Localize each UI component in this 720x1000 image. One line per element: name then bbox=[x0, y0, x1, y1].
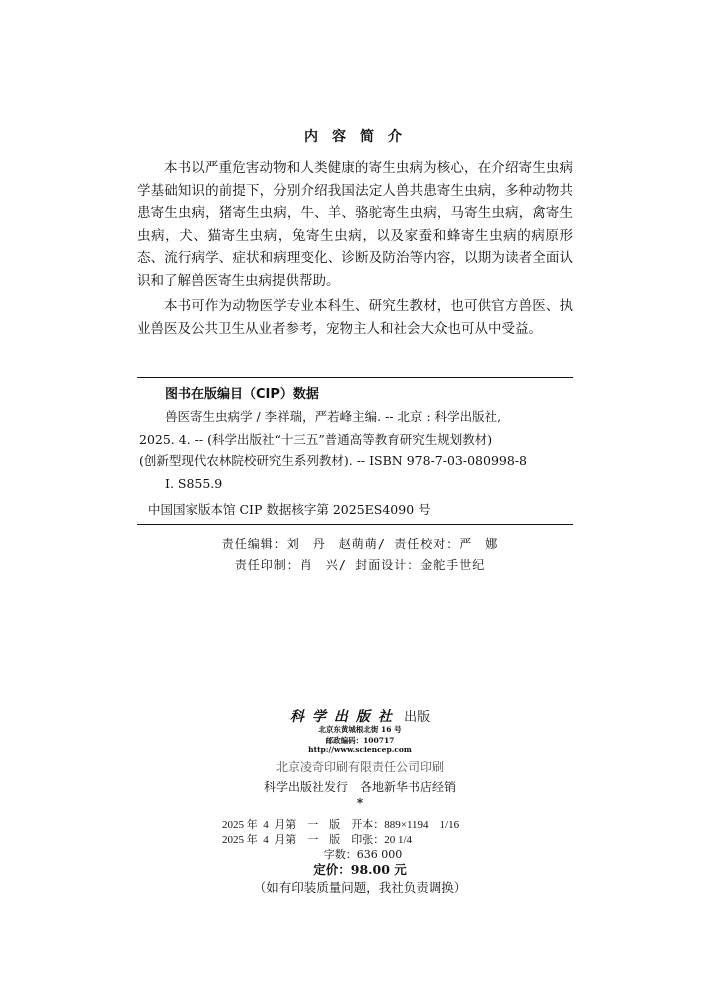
publisher-postcode: 邮政编码：100717 bbox=[325, 736, 395, 745]
cip-line-3: (创新型现代农林院校研究生系列教材). -- ISBN 978-7-03-080998-8 bbox=[139, 453, 528, 468]
cip-line-1: 兽医寄生虫病学 / 李祥瑞，严若峰主编. -- 北京 : 科学出版社, bbox=[165, 409, 502, 424]
price-label: 定价： bbox=[313, 862, 351, 877]
cip-classification: Ⅰ. S855.9 bbox=[165, 476, 223, 491]
credits-line-1: 责任编辑：刘 丹 赵萌萌/ 责任校对：严 娜 bbox=[221, 537, 499, 551]
cip-line-2: 2025. 4. -- (科学出版社“十三五”普通高等教育研究生规划教材) bbox=[139, 432, 493, 447]
cip-title: 图书在版编目（CIP）数据 bbox=[165, 387, 319, 402]
cip-top-rule bbox=[137, 377, 573, 378]
publisher-url: http://www.sciencep.com bbox=[308, 745, 412, 754]
printer: 北京凌奇印刷有限责任公司印刷 bbox=[275, 760, 444, 774]
credits-line-2: 责任印制：肖 兴/ 封面设计：金舵手世纪 bbox=[234, 558, 486, 572]
publisher-logo: 科学出版社 bbox=[289, 709, 400, 725]
price bbox=[0, 860, 720, 878]
cip-verification: 中国国家版本馆 CIP 数据核字第 2025ES4090 号 bbox=[148, 502, 431, 517]
distributor: 科学出版社发行 各地新华书店经销 bbox=[263, 780, 456, 794]
quality-notice: （如有印装质量问题，我社负责调换） bbox=[253, 880, 467, 895]
summary-paragraph-2: 本书可作为动物医学专业本科生、研究生教材，也可供官方兽医、执业兽医及公共卫生从业者参考，宠物主人和社会大众也可从中受益。 bbox=[137, 298, 573, 337]
price-value: 98.00 元 bbox=[350, 862, 407, 877]
cip-bottom-rule bbox=[137, 524, 573, 525]
summary-paragraph-1: 本书以严重危害动物和人类健康的寄生虫病为核心，在介绍寄生虫病学基础知识的前提下，分别介绍我国法定人兽共患寄生虫病，多种动物共患寄生虫病，猪寄生虫病，牛、羊、骆驼寄生虫病，马寄生虫病，禽寄生虫病，犬、猫寄生虫病，兔寄生虫病，以及家蚕和蜂寄生虫病的病原形态、流行病学、症状和病理变化、诊断及防治等内容，以期为读者全面认识和了解兽医寄生虫病提供帮助。 bbox=[137, 160, 573, 289]
publisher-suffix: 出版 bbox=[404, 710, 431, 725]
word-count: 字数：636 000 bbox=[323, 848, 403, 861]
summary-title: 内容简介 bbox=[304, 129, 416, 145]
edition-line-2: 2025 年 4 月第 一 版 印张：20 1/4 bbox=[222, 834, 413, 846]
publisher-address: 北京东黄城根北街 16 号 bbox=[318, 725, 402, 734]
separator-star: * bbox=[356, 796, 364, 810]
publisher-line bbox=[0, 706, 720, 726]
edition-line-1: 2025 年 4 月第 一 版 开本：889×1194 1/16 bbox=[222, 819, 460, 831]
